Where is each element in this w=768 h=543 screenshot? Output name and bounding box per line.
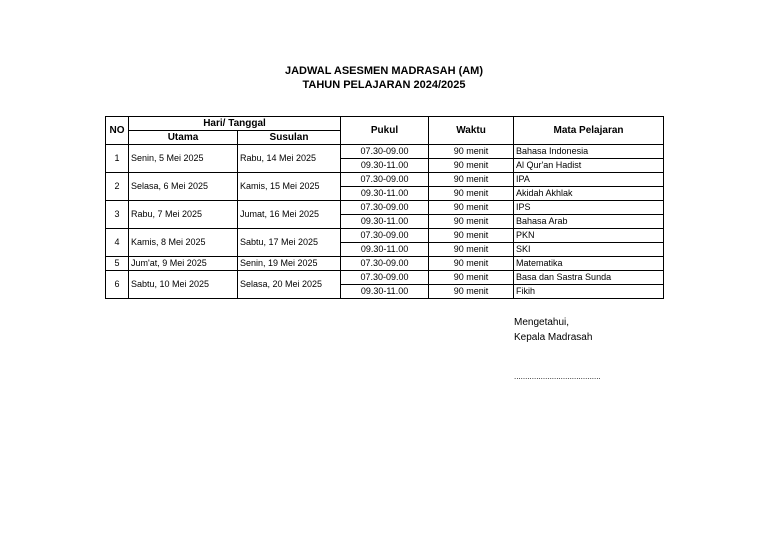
cell-mata-pelajaran: Al Qur'an Hadist [514,159,664,173]
cell-waktu: 90 menit [429,187,514,201]
header-hari-tanggal: Hari/ Tanggal [129,117,341,131]
table-row [106,201,664,215]
table-row [106,257,664,271]
cell-mata-pelajaran: SKI [514,243,664,257]
cell-pukul: 07.30-09.00 [341,173,429,187]
cell-pukul: 07.30-09.00 [341,229,429,243]
cell-waktu: 90 menit [429,257,514,271]
cell-mata-pelajaran: Bahasa Arab [514,215,664,229]
cell-waktu: 90 menit [429,285,514,299]
cell-no: 4 [106,229,129,257]
cell-waktu: 90 menit [429,271,514,285]
cell-no: 6 [106,271,129,299]
cell-susulan: Senin, 19 Mei 2025 [238,257,341,271]
cell-susulan: Selasa, 20 Mei 2025 [238,271,341,299]
cell-waktu: 90 menit [429,145,514,159]
table-row [106,145,664,159]
cell-susulan: Jumat, 16 Mei 2025 [238,201,341,229]
cell-pukul: 09.30-11.00 [341,215,429,229]
cell-utama: Sabtu, 10 Mei 2025 [129,271,238,299]
cell-waktu: 90 menit [429,173,514,187]
header-no: NO [106,117,129,145]
cell-pukul: 07.30-09.00 [341,257,429,271]
cell-utama: Kamis, 8 Mei 2025 [129,229,238,257]
cell-no: 3 [106,201,129,229]
cell-utama: Selasa, 6 Mei 2025 [129,173,238,201]
cell-waktu: 90 menit [429,215,514,229]
cell-no: 5 [106,257,129,271]
cell-susulan: Rabu, 14 Mei 2025 [238,145,341,173]
cell-pukul: 09.30-11.00 [341,187,429,201]
table-row [106,271,664,285]
cell-mata-pelajaran: Fikih [514,285,664,299]
header-pukul: Pukul [341,117,429,145]
cell-pukul: 07.30-09.00 [341,145,429,159]
cell-no: 1 [106,145,129,173]
cell-pukul: 09.30-11.00 [341,285,429,299]
cell-mata-pelajaran: Bahasa Indonesia [514,145,664,159]
document-subtitle: TAHUN PELAJARAN 2024/2025 [302,79,466,91]
cell-mata-pelajaran: Matematika [514,257,664,271]
cell-mata-pelajaran: Basa dan Sastra Sunda [514,271,664,285]
cell-pukul: 09.30-11.00 [341,159,429,173]
cell-pukul: 07.30-09.00 [341,201,429,215]
cell-utama: Senin, 5 Mei 2025 [129,145,238,173]
cell-mata-pelajaran: IPS [514,201,664,215]
cell-utama: Jum'at, 9 Mei 2025 [129,257,238,271]
cell-mata-pelajaran: Akidah Akhlak [514,187,664,201]
signature-role: Kepala Madrasah [514,332,593,343]
schedule-table [105,116,664,299]
cell-no: 2 [106,173,129,201]
cell-mata-pelajaran: IPA [514,173,664,187]
document-title: JADWAL ASESMEN MADRASAH (AM) [285,65,483,77]
signature-line: ....................................... [514,372,601,381]
cell-waktu: 90 menit [429,243,514,257]
header-susulan: Susulan [238,131,341,145]
cell-pukul: 07.30-09.00 [341,271,429,285]
cell-waktu: 90 menit [429,159,514,173]
cell-waktu: 90 menit [429,229,514,243]
cell-susulan: Kamis, 15 Mei 2025 [238,173,341,201]
table-row [106,229,664,243]
cell-pukul: 09.30-11.00 [341,243,429,257]
cell-waktu: 90 menit [429,201,514,215]
cell-mata-pelajaran: PKN [514,229,664,243]
table-row [106,173,664,187]
schedule-body [106,145,664,299]
header-utama: Utama [129,131,238,145]
header-waktu: Waktu [429,117,514,145]
signature-label: Mengetahui, [514,317,570,328]
cell-susulan: Sabtu, 17 Mei 2025 [238,229,341,257]
cell-utama: Rabu, 7 Mei 2025 [129,201,238,229]
header-mata-pelajaran: Mata Pelajaran [514,117,664,145]
